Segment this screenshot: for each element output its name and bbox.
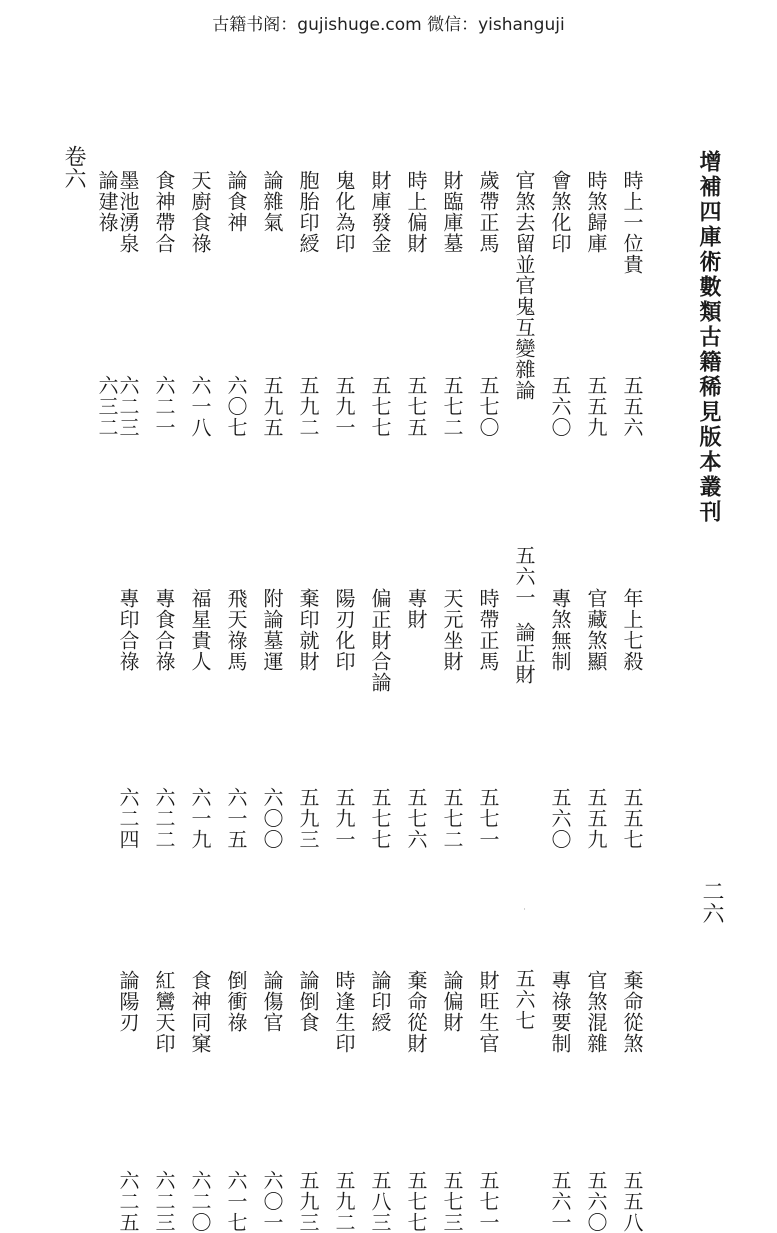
series-title: 增補四庫術數類古籍稀見版本叢刊 [696,150,722,525]
toc-entry-page: 六三二 [95,375,119,438]
toc-entry-title: 論偏財 [440,970,464,1033]
toc-entry-title: 財臨庫墓 [440,170,464,254]
toc-entry-title: 專財 [404,588,428,630]
toc-entry-title: 胞胎印綬 [296,170,320,254]
toc-entry-page: 五九二 [296,375,320,438]
toc-entry-title: 官藏煞顯 [584,588,608,672]
toc-entry-page: 六二三 [152,1170,176,1233]
toc-entry-page: 六一七 [224,1170,248,1233]
toc-entry-page: 六〇一 [260,1170,284,1233]
toc-entry-page: 六二三 [116,375,140,438]
toc-entry-title: 專煞無制 [548,588,572,672]
toc-entry-page: 五九一 [332,787,356,850]
watermark-banner: 古籍书阁：gujishuge.com 微信：yishanguji [212,15,565,35]
toc-entry-title: 論傷官 [260,970,284,1033]
toc-entry-page: 五六〇 [548,787,572,850]
toc-entry-title: 偏正財合論 [368,588,392,693]
toc-entry-title: 時帶正馬 [476,588,500,672]
toc-entry-title: 專印合祿 [116,588,140,672]
toc-entry-title: 棄印就財 [296,588,320,672]
page-number: 二六 [699,880,724,924]
toc-entry-page: 五七二 [440,787,464,850]
toc-entry-title: 飛天祿馬 [224,588,248,672]
toc-entry-page: 五九五 [260,375,284,438]
toc-entry-page: 五七一 [476,787,500,850]
toc-entry-title: 歲帶正馬 [476,170,500,254]
toc-entry-page: 五七〇 [476,375,500,438]
toc-entry-page: 六二四 [116,787,140,850]
toc-entry-title: 專祿要制 [548,970,572,1054]
toc-entry-title: 論陽刃 [116,970,140,1033]
toc-entry-page: 六一八 [188,375,212,438]
toc-entry-page: 五六七 [512,968,536,1031]
toc-entry-title: 論印綬 [368,970,392,1033]
toc-entry-page: 五五八 [620,1170,644,1233]
toc-entry-page: 六一九 [188,787,212,850]
toc-entry-page: 五五九 [584,787,608,850]
toc-entry-title: 時逢生印 [332,970,356,1054]
toc-entry-page: 五七七 [368,787,392,850]
toc-entry-title: 論雜氣 [260,170,284,233]
toc-entry-title: 官煞混雜 [584,970,608,1054]
toc-entry-title: 年上七殺 [620,588,644,672]
toc-entry-page: 五七五 [404,375,428,438]
toc-entry-title: 財庫發金 [368,170,392,254]
toc-entry-title: 鬼化為印 [332,170,356,254]
toc-entry-title: 天元坐財 [440,588,464,672]
toc-entry-page: 五六〇 [548,375,572,438]
toc-entry-page: 五九一 [332,375,356,438]
toc-entry-page: 五六〇 [584,1170,608,1233]
toc-entry-page: 五九二 [332,1170,356,1233]
toc-entry-title: 天廚食祿 [188,170,212,254]
toc-entry-title: 時上一位貴 [620,170,644,275]
toc-entry-title: 福星貴人 [188,588,212,672]
toc-entry-page: 五六一 [548,1170,572,1233]
juan-label: 卷六 [61,145,86,189]
toc-entry-title: 論建祿 [95,170,119,233]
toc-entry-page: 五七三 [440,1170,464,1233]
toc-entry-page: 六〇七 [224,375,248,438]
toc-entry-title: 棄命從煞 [620,970,644,1054]
toc-entry-title: 時煞歸庫 [584,170,608,254]
toc-entry-title: 會煞化印 [548,170,572,254]
toc-entry-title: 論食神 [224,170,248,233]
toc-entry-page: 五七七 [404,1170,428,1233]
toc-entry-title: 財旺生官 [476,970,500,1054]
toc-entry-page: 六〇〇 [260,787,284,850]
toc-entry-page: 五八三 [368,1170,392,1233]
toc-entry-page: 五九三 [296,1170,320,1233]
toc-entry-title: 食神帶合 [152,170,176,254]
toc-entry-title: 論正財 [512,622,536,685]
toc-entry-page: 五六一 [512,545,536,608]
speck-mark: · [520,905,529,914]
toc-entry-page: 五五六 [620,375,644,438]
toc-entry-page: 六二一 [152,375,176,438]
toc-entry-title: 墨池湧泉 [116,170,140,254]
toc-entry-page: 五七六 [404,787,428,850]
toc-entry-title: 時上偏財 [404,170,428,254]
toc-entry-title: 棄命從財 [404,970,428,1054]
toc-entry-page: 六二二 [152,787,176,850]
toc-entry-title: 論倒食 [296,970,320,1033]
toc-entry-page: 五七七 [368,375,392,438]
toc-entry-title: 官煞去留並官鬼互變雜論 [512,170,536,401]
toc-entry-page: 五九三 [296,787,320,850]
toc-entry-title: 倒衝祿 [224,970,248,1033]
toc-entry-page: 六一五 [224,787,248,850]
toc-entry-title: 陽刃化印 [332,588,356,672]
toc-entry-page: 五五七 [620,787,644,850]
toc-entry-title: 專食合祿 [152,588,176,672]
toc-entry-title: 附論墓運 [260,588,284,672]
toc-entry-page: 六二〇 [188,1170,212,1233]
toc-entry-page: 五七二 [440,375,464,438]
toc-entry-page: 六二五 [116,1170,140,1233]
toc-entry-title: 紅鸞天印 [152,970,176,1054]
toc-entry-page: 五五九 [584,375,608,438]
toc-entry-page: 五七一 [476,1170,500,1233]
toc-entry-title: 食神同窠 [188,970,212,1054]
